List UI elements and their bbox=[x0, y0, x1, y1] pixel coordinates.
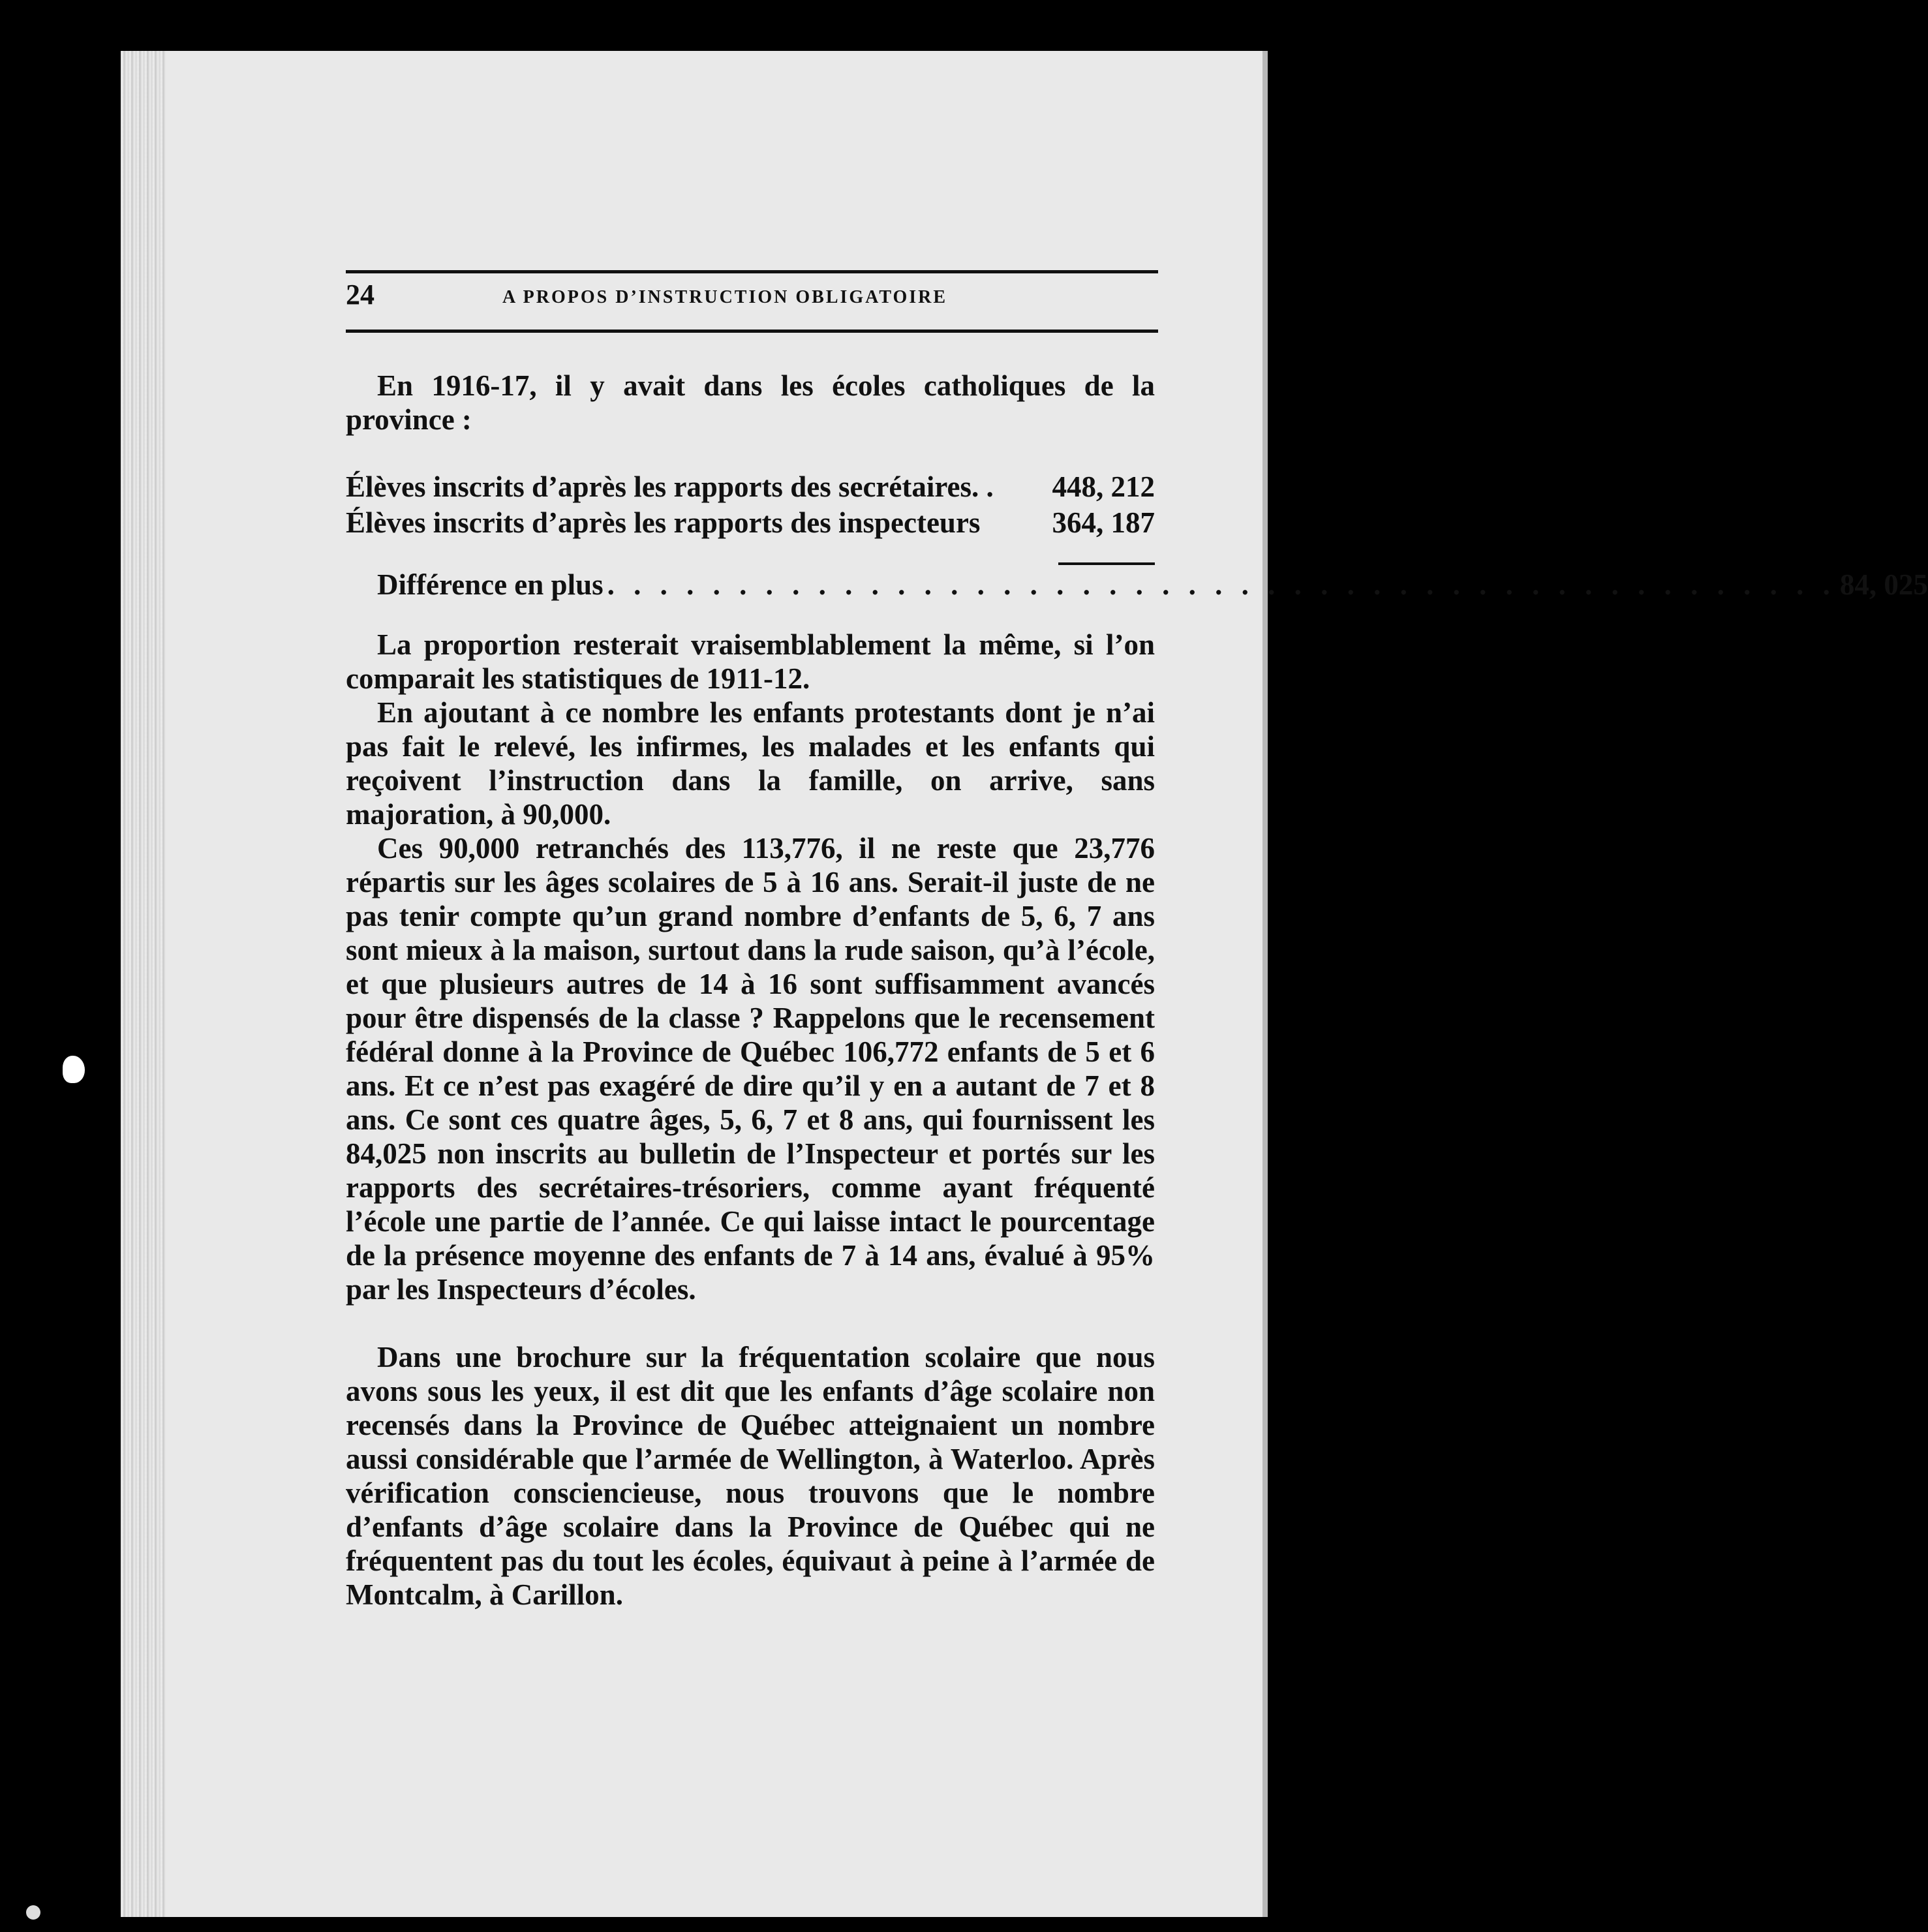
stat-row-secretaries bbox=[346, 470, 1155, 504]
paragraph-brochure: Dans une brochure sur la fréquentation scolaire que nous avons sous les yeux, il est dit que les enfants d’âge scolaire non recensés dans la Province de Québec atteignaient un nombre aussi considérable que l’armée de Wellington, à Waterloo. Après vérification consciencieuse, nous trouvons que le nombre d’enfants d’âge scolaire dans la Province de Québec qui ne fréquentent pas du tout les écoles, équivaut à peine à l’armée de Montcalm, à Carillon. bbox=[346, 1341, 1155, 1611]
difference-label: Différence en plus bbox=[377, 568, 604, 601]
stat-row-inspectors bbox=[346, 506, 1155, 540]
sum-rule bbox=[1058, 562, 1155, 565]
intro-paragraph: En 1916-17, il y avait dans les écoles catholiques de la province : bbox=[346, 369, 1155, 436]
stat-label: Élèves inscrits d’après les rapports des secrétaires. . bbox=[346, 470, 994, 503]
scan-blemish bbox=[63, 1056, 85, 1083]
dot-leader: . . . . . . . . . . . . . . . . . . . . . . . . . . . . . . . . . . . . . . . . . . . . . . . bbox=[607, 568, 1836, 601]
paragraph-protestants: En ajoutant à ce nombre les enfants protestants dont je n’ai pas fait le relevé, les infirmes, les malades et les enfants qui reçoivent l’instruction dans la famille, on arrive, sans majoration, à 90,000. bbox=[346, 696, 1155, 831]
scan-corner-mark bbox=[26, 1905, 40, 1920]
stat-label: Élèves inscrits d’après les rapports des inspecteurs bbox=[346, 506, 981, 539]
header-bottom-rule bbox=[346, 330, 1158, 333]
stat-value: 448, 212 bbox=[1052, 470, 1155, 503]
page-number: 24 bbox=[346, 279, 375, 311]
paragraph-age-groups: Ces 90,000 retranchés des 113,776, il ne reste que 23,776 répartis sur les âges scolaires de 5 à 16 ans. Serait-il juste de ne pas tenir compte qu’un grand nombre d’enfants de 5, 6, 7 ans sont mieux à la maison, surtout dans la rude saison, qu’à l’école, et que plusieurs autres de 14 à 16 sont suffisamment avancés pour être dispensés de la classe ? Rappelons que le recensement fédéral donne à la Province de Québec 106,772 enfants de 5 et 6 ans. Et ce n’est pas exagéré de dire qu’il y en a autant de 7 et 8 ans. Ce sont ces quatre âges, 5, 6, 7 et 8 ans, qui fournissent les 84,025 non inscrits au bulletin de l’Inspecteur et portés sur les rapports des secrétaires-trésoriers, comme ayant fréquenté l’école une partie de l’année. Ce qui laisse intact le pourcentage de la présence moyenne des enfants de 7 à 14 ans, évalué à 95% par les Inspecteurs d’écoles. bbox=[346, 832, 1155, 1306]
difference-row bbox=[377, 568, 1928, 602]
page-edge-shadow bbox=[1262, 51, 1268, 1917]
page-header bbox=[346, 273, 1155, 318]
running-title: A PROPOS D’INSTRUCTION OBLIGATOIRE bbox=[502, 287, 948, 307]
page-binding-edge bbox=[121, 51, 166, 1917]
difference-value: 84, 025 bbox=[1839, 568, 1928, 601]
stat-value: 364, 187 bbox=[1052, 506, 1155, 539]
paragraph-proportion: La proportion resterait vraisemblablement la même, si l’on comparait les statistiques de 1911-12. bbox=[346, 628, 1155, 695]
